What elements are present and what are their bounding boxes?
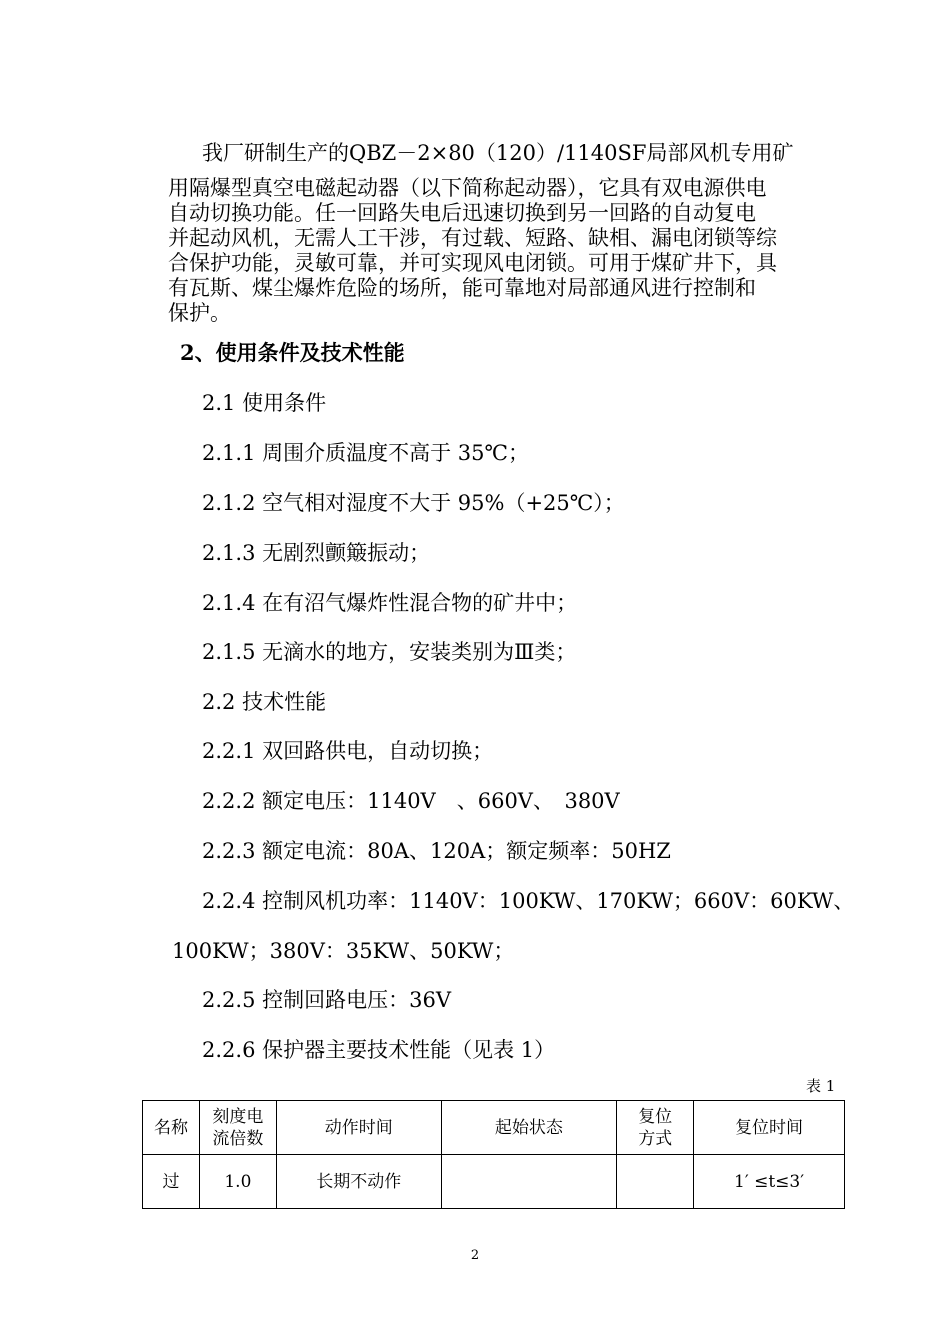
spec-item: 2.2.6 保护器主要技术性能（见表 1） [202,1038,556,1062]
spec-item: 2.2 技术性能 [202,690,327,714]
spec-item: 2.1.2 空气相对湿度不大于 95%（+25℃）； [202,491,625,515]
cell-scale-multiple: 1.0 [199,1155,276,1209]
spec-item: 100KW；380V：35KW、50KW； [172,939,515,963]
page-number: 2 [470,1248,480,1263]
spec-item: 2.1 使用条件 [202,391,327,415]
cell-initial-state [441,1155,617,1209]
spec-item: 2.1.5 无滴水的地方，安装类别为Ⅲ类； [202,640,577,664]
spec-item: 2.2.3 额定电流：80A、120A；额定频率：50HZ [202,839,671,863]
intro-line: 有瓦斯、煤尘爆炸危险的场所，能可靠地对局部通风进行控制和 [168,276,756,300]
intro-line: 用隔爆型真空电磁起动器（以下简称起动器），它具有双电源供电 [168,176,767,200]
table-caption: 表 1 [806,1077,836,1095]
cell-reset-mode [617,1155,694,1209]
table-header-row [143,1101,845,1155]
spec-item: 2.1.3 无剧烈颤簸振动； [202,541,431,565]
spec-item: 2.2.5 控制回路电压：36V [202,988,451,1012]
header-scale-multiple: 刻度电 流倍数 [199,1101,276,1155]
intro-first-line: 我厂研制生产的QBZ－2×80（120）/1140SF局部风机专用矿 [202,141,794,165]
spec-item: 2.2.1 双回路供电，自动切换； [202,739,494,763]
header-action-time: 动作时间 [276,1101,441,1155]
spec-item: 2.1.1 周围介质温度不高于 35℃； [202,441,529,465]
cell-name: 过 [143,1155,200,1209]
header-initial-state: 起始状态 [441,1101,617,1155]
protector-spec-table [142,1100,845,1209]
intro-line: 合保护功能，灵敏可靠，并可实现风电闭锁。可用于煤矿井下，具 [168,251,777,275]
spec-item: 2.2.2 额定电压：1140V 、660V、 380V [202,789,620,813]
intro-line: 并起动风机，无需人工干涉，有过载、短路、缺相、漏电闭锁等综 [168,226,777,250]
spec-item: 2.2.4 控制风机功率：1140V：100KW、170KW；660V：60KW、 [202,889,855,913]
section-heading: 2、使用条件及技术性能 [180,340,405,365]
table-row [143,1155,845,1209]
intro-paragraph [168,176,833,326]
cell-reset-time: 1′ ≤t≤3′ [694,1155,845,1209]
header-name: 名称 [143,1101,200,1155]
spec-item: 2.1.4 在有沼气爆炸性混合物的矿井中； [202,591,578,615]
intro-line: 保护。 [168,301,231,325]
header-reset-mode: 复位 方式 [617,1101,694,1155]
header-reset-time: 复位时间 [694,1101,845,1155]
cell-action-time: 长期不动作 [276,1155,441,1209]
intro-line: 自动切换功能。任一回路失电后迅速切换到另一回路的自动复电 [168,201,756,225]
